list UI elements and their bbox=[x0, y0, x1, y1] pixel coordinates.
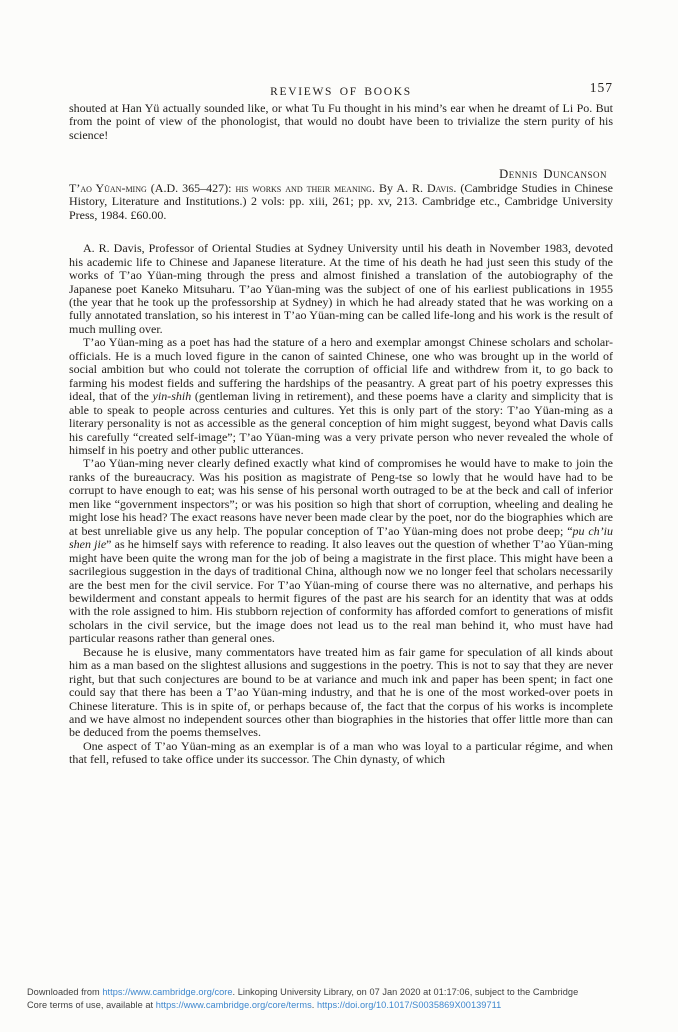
page-number: 157 bbox=[589, 80, 613, 95]
text-run: . Linkoping University Library, on 07 Jan 2020 at 01:17:06, subject to the Cambridge bbox=[232, 987, 579, 997]
page-body bbox=[69, 102, 613, 767]
text-run: T’ao Yüan-ming as a poet has had the stature of a hero and exemplar amongst Chinese scholars and scholar-officials. He is a much loved figure in the canon of sainted Chinese, one who was brought up in the world of social ambition but who could not tolerate the corruption of official life and withdrew from it, to go back to farming his modest fields and suffering the hardships of the peasantry. A great part of his poetry expresses this ideal, that of the bbox=[69, 335, 613, 404]
text-run: One aspect of T’ao Yüan-ming as an exemplar is of a man who was loyal to a particular régime, and when that fell, refused to take office under its successor. The Chin dynasty, of which bbox=[69, 738, 613, 767]
previous-review-continuation: shouted at Han Yü actually sounded like, or what Tu Fu thought in his mind’s ear when he dreamt of Li Po. But from the point of view of the phonologist, that would no doubt have been to trivialize the stern purity of his science! bbox=[69, 101, 613, 142]
running-head bbox=[69, 82, 613, 100]
running-head-title: REVIEWS OF BOOKS bbox=[270, 86, 412, 98]
footer-line bbox=[27, 999, 672, 1012]
text-run: Downloaded from bbox=[27, 987, 103, 997]
text-run: (gentleman living in retirement), and these poems have a clarity and simplicity that is able to speak to people across centuries and cultures. Yet this is only part of the story: T’ao Yüan-ming as a literary personality is not as accessible as the general conception of him might suggest, beyond what Davis calls his carefully “created self-image”; T’ao Yüan-ming was a very private person who never revealed the whole of himself in his poetry and other public utterances. bbox=[69, 389, 613, 457]
review-paragraph bbox=[69, 457, 613, 645]
review-paragraphs bbox=[69, 242, 613, 767]
text-run: Core terms of use, available at bbox=[27, 1000, 156, 1011]
footer bbox=[27, 986, 672, 1013]
text-run: T’ao Yüan-ming never clearly defined exactly what kind of compromises he would have to make to join the ranks of the bureaucracy. Was his position as magistrate of Peng-tse so lowly that he would have had to be corrupt to have enough to eat; was his sense of his personal worth outraged to be at the beck and call of inferior men like “government inspectors”; or was his position so high that short of corruption, wheeling and dealing he might lose his head? The exact reasons have never been made clear by the poet, nor do the biographies which are at best unreliable give us any help. The popular conception of T’ao Yüan-ming does not probe deep; “ bbox=[69, 456, 613, 538]
text-run: yin-shih bbox=[152, 389, 192, 404]
text-run: T’ao Yüan-ming bbox=[69, 180, 147, 195]
review-paragraph bbox=[69, 336, 613, 457]
text-run: Davis bbox=[427, 180, 454, 195]
text-run: (A.D. 365–427): bbox=[146, 180, 236, 195]
reviewer-signature: Dennis Duncanson bbox=[499, 167, 607, 182]
text-run: A. R. Davis, Professor of Oriental Studies at Sydney University until his death in November 1983, devoted his academic life to Chinese and Japanese literature. At the time of his death he had just seen this study of the works of T’ao Yüan-ming through the press and almost finished a translation of the autobiography of the Japanese poet Kaneko Mitsuharu. T’ao Yüan-ming was the subject of one of his earliest publications in 1955 (the year that he took up the professorship at Sydney) in which he had already stated that he was working on a fully annotated translation, so his interest in T’ao Yüan-ming can be called life-long and his work is the result of much mulling over. bbox=[69, 241, 613, 336]
review-paragraph bbox=[69, 242, 613, 336]
text-run: pu ch’iu shen jie bbox=[69, 523, 614, 552]
footer-link[interactable]: https://www.cambridge.org/core bbox=[102, 987, 233, 997]
text-run: ” as he himself says with reference to reading. It also leaves out the question of whether T’ao Yüan-ming might have been quite the wrong man for the job of being a magistrate in the first place. This might have been a sacrilegious suggestion in the days of traditional China, although now we no longer feel that scholars necessarily are the best men for the civil service. For T’ao Yüan-ming of course there was no alternative, and perhaps his bewilderment and constant appeals to hermit figures of the past are his search for an identity that was at odds with the role assigned to him. His stubborn rejection of conformity has afforded comfort to generations of misfit scholars in the civil service, but the image does not lead us to the real man behind it, who must have had particular reasons rather than general ones. bbox=[69, 537, 613, 646]
text-run: . bbox=[311, 1000, 317, 1011]
text-run: Because he is elusive, many commentators have treated him as fair game for speculation of all kinds about him as a man based on the slightest allusions and suggestions in the poetry. This is not to say that they are never right, but that such conjectures are bound to be at variance and much ink and paper has been spent; in fact one could say that there has been a T’ao Yüan-ming industry, and that he is one of the most worked-over poets in Chinese literature. This is in spite of, or perhaps because of, the fact that the corpus of his works is incomplete and we have almost no independent sources other than biographies in the histories that offer little more than can be deduced from the poems themselves. bbox=[69, 644, 613, 740]
review-paragraph bbox=[69, 740, 613, 767]
text-run: his works and their meaning bbox=[235, 180, 372, 195]
footer-link[interactable]: https://www.cambridge.org/core/terms bbox=[155, 1000, 312, 1011]
text-run: . (Cambridge Studies in Chinese History, Literature and Institutions.) 2 vols: pp. xiii, 261; pp. xv, 213. Cambridge etc., Cambridge University Press, 1984. £60.00. bbox=[69, 180, 613, 222]
review-paragraph bbox=[69, 646, 613, 740]
footer-line bbox=[27, 986, 672, 999]
book-citation bbox=[69, 182, 613, 222]
text-run: . By A. R. bbox=[371, 180, 427, 195]
footer-link[interactable]: https://doi.org/10.1017/S0035869X00139711 bbox=[316, 1000, 502, 1011]
